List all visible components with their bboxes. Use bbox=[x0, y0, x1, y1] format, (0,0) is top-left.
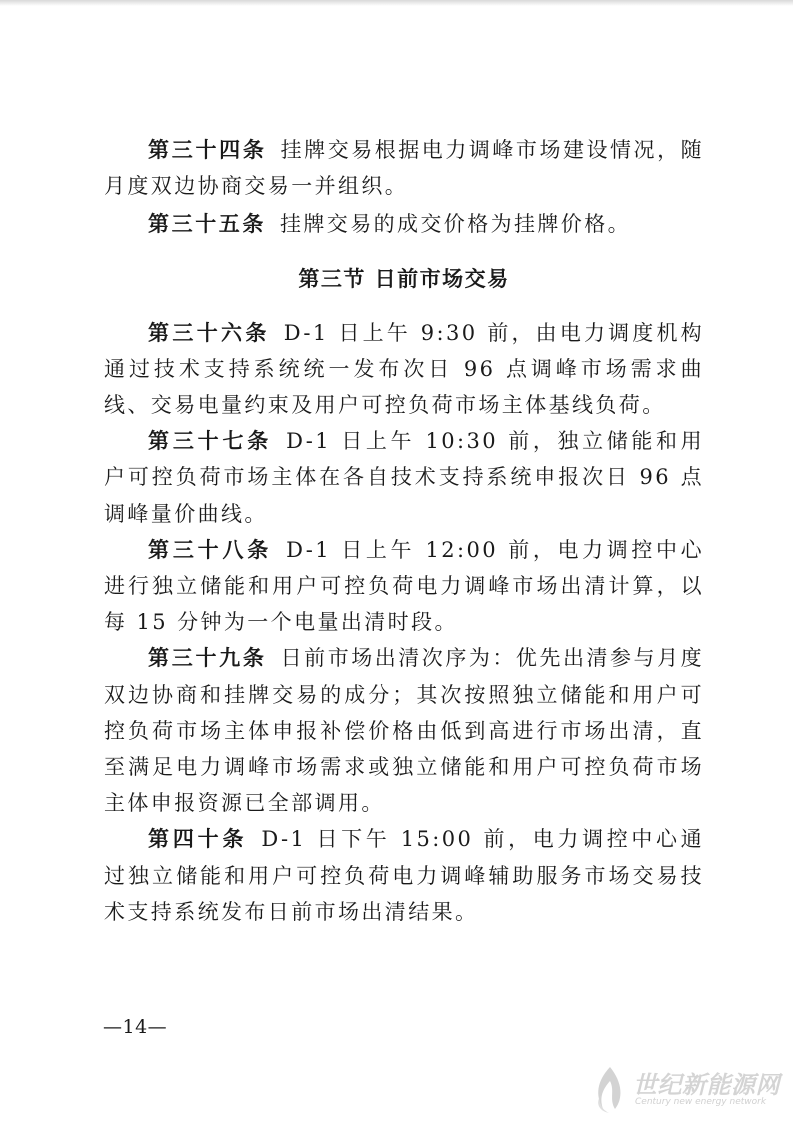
article-37 bbox=[104, 423, 704, 532]
article-label: 第三十五条 bbox=[148, 211, 266, 237]
article-38 bbox=[104, 532, 704, 641]
article-36 bbox=[104, 315, 704, 424]
article-39 bbox=[104, 640, 704, 821]
article-label: 第三十七条 bbox=[148, 428, 273, 454]
watermark-name: 世纪新能源网 bbox=[633, 1071, 780, 1099]
watermark-subtitle: Century new energy network bbox=[635, 1097, 767, 1107]
article-34 bbox=[104, 132, 704, 204]
article-text: D-1 日上午 10:30 前，独立储能和用户可控负荷市场主体在各自技术支持系统申报次日 96 点调峰量价曲线。 bbox=[104, 429, 705, 526]
page-number: —14— bbox=[103, 1016, 168, 1038]
article-label: 第三十九条 bbox=[148, 645, 267, 671]
article-35 bbox=[104, 206, 704, 242]
article-40 bbox=[104, 821, 704, 930]
watermark bbox=[589, 1061, 789, 1117]
article-text: D-1 日上午 12:00 前，电力调控中心进行独立储能和用户可控负荷电力调峰市场出清计算，以每 15 分钟为一个电量出清时段。 bbox=[104, 537, 705, 635]
section-title: 第三节 日前市场交易 bbox=[298, 265, 510, 291]
article-label: 第三十四条 bbox=[148, 137, 267, 162]
article-label: 第三十八条 bbox=[148, 536, 273, 562]
article-text: 挂牌交易根据电力调峰市场建设情况，随月度双边协商交易一并组织。 bbox=[104, 138, 705, 199]
article-text: 挂牌交易的成交价格为挂牌价格。 bbox=[280, 212, 631, 237]
article-label: 第三十六条 bbox=[148, 319, 270, 345]
article-text: 日前市场出清次序为：优先出清参与月度双边协商和挂牌交易的成分；其次按照独立储能和用户可控负荷市场主体申报补偿价格由低到高进行市场出清，直至满足电力调峰市场需求或独立储能和用户可控负荷市场主体申报资源已全部调用。 bbox=[104, 646, 705, 816]
flame-logo-icon bbox=[589, 1065, 631, 1115]
article-text: D-1 日上午 9:30 前，由电力调度机构通过技术支持系统统一发布次日 96 点调峰市场需求曲线、交易电量约束及用户可控负荷市场主体基线负荷。 bbox=[104, 320, 705, 418]
article-label: 第四十条 bbox=[148, 826, 248, 852]
document-body bbox=[104, 132, 704, 930]
scan-edge bbox=[0, 0, 793, 6]
article-text: D-1 日下午 15:00 前，电力调控中心通过独立储能和用户可控负荷电力调峰辅助服务市场交易技术支持系统发布日前市场出清结果。 bbox=[104, 827, 704, 924]
